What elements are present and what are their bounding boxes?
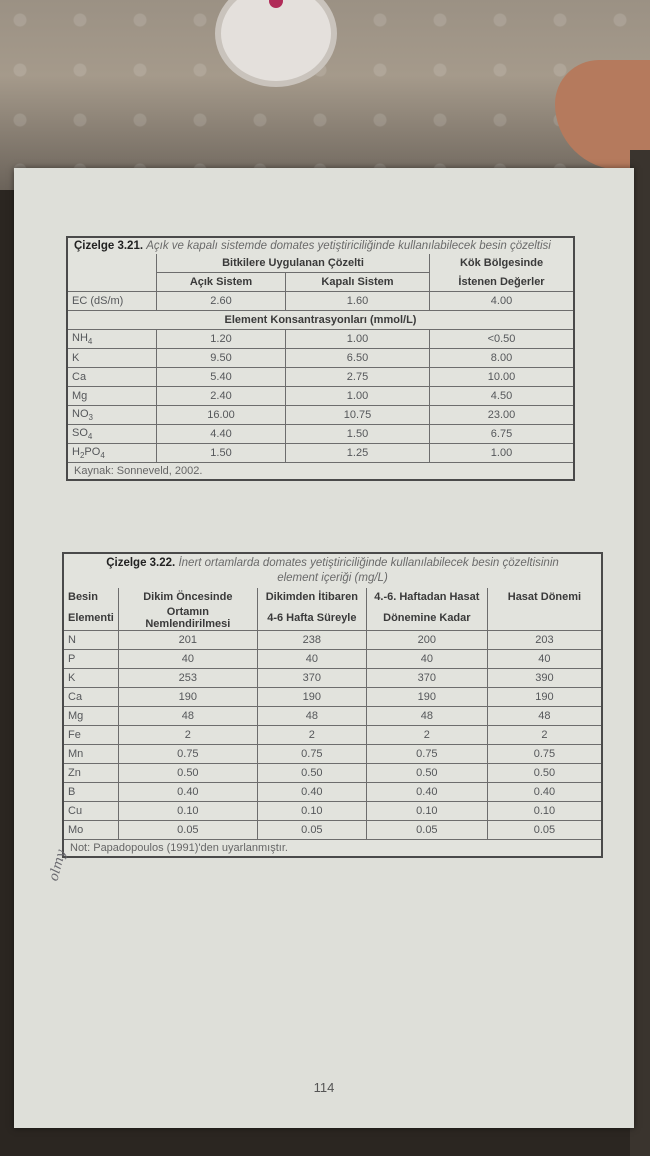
cell-c: 0.05 bbox=[366, 821, 487, 840]
cell-d: 0.75 bbox=[487, 745, 601, 764]
col3-line2: 4-6 Hafta Süreyle bbox=[257, 606, 366, 631]
handwritten-margin-note: olmy bbox=[46, 848, 70, 883]
element-cell: Zn bbox=[64, 764, 118, 783]
row-label: K bbox=[68, 349, 157, 368]
col3-line1: Dikimden İtibaren bbox=[257, 588, 366, 606]
element-cell: Mg bbox=[64, 707, 118, 726]
table-row bbox=[64, 745, 601, 764]
ec-open: 2.60 bbox=[157, 292, 286, 311]
row-label: $NH_4$ bbox=[68, 330, 157, 349]
cell-open: 4.40 bbox=[157, 425, 286, 444]
col2-line2: Ortamın Nemlendirilmesi bbox=[118, 606, 257, 631]
cell-root: 8.00 bbox=[430, 349, 574, 368]
cell-a: 48 bbox=[118, 707, 257, 726]
caption-number: Çizelge 3.21. bbox=[74, 240, 144, 252]
table-3-22-grid bbox=[64, 588, 601, 840]
cell-b: 0.75 bbox=[257, 745, 366, 764]
cell-open: 2.40 bbox=[157, 387, 286, 406]
cell-b: 48 bbox=[257, 707, 366, 726]
cell-c: 40 bbox=[366, 650, 487, 669]
table-3-22-caption bbox=[64, 554, 601, 588]
table-row bbox=[64, 783, 601, 802]
table-3-21-caption bbox=[68, 238, 573, 254]
cell-b: 0.10 bbox=[257, 802, 366, 821]
cell-closed: 1.00 bbox=[286, 330, 430, 349]
cell-root: 23.00 bbox=[430, 406, 574, 425]
cell-a: 0.10 bbox=[118, 802, 257, 821]
cell-d: 203 bbox=[487, 631, 601, 650]
col5-line1: Hasat Dönemi bbox=[487, 588, 601, 606]
cell-b: 238 bbox=[257, 631, 366, 650]
cell-root: <0.50 bbox=[430, 330, 574, 349]
table-row bbox=[68, 406, 573, 425]
col2-line1: Dikim Öncesinde bbox=[118, 588, 257, 606]
cell-c: 48 bbox=[366, 707, 487, 726]
root-header-line1: Kök Bölgesinde bbox=[430, 254, 574, 273]
cell-b: 0.05 bbox=[257, 821, 366, 840]
book-page bbox=[14, 168, 634, 1128]
col-open: Açık Sistem bbox=[157, 273, 286, 292]
table-row bbox=[64, 726, 601, 745]
table-row bbox=[68, 425, 573, 444]
row-label: Ca bbox=[68, 368, 157, 387]
cell-a: 253 bbox=[118, 669, 257, 688]
cell-closed: 2.75 bbox=[286, 368, 430, 387]
cell-b: 40 bbox=[257, 650, 366, 669]
col4-line1: 4.-6. Haftadan Hasat bbox=[366, 588, 487, 606]
caption-number: Çizelge 3.22. bbox=[106, 557, 176, 569]
cell-d: 0.10 bbox=[487, 802, 601, 821]
cell-c: 2 bbox=[366, 726, 487, 745]
table-row bbox=[64, 821, 601, 840]
table-row bbox=[64, 688, 601, 707]
col-closed: Kapalı Sistem bbox=[286, 273, 430, 292]
element-cell: P bbox=[64, 650, 118, 669]
root-header-line2: İstenen Değerler bbox=[430, 273, 574, 292]
cell-closed: 1.50 bbox=[286, 425, 430, 444]
cell-c: 0.40 bbox=[366, 783, 487, 802]
element-cell: K bbox=[64, 669, 118, 688]
element-cell: Mo bbox=[64, 821, 118, 840]
table-3-22-note: Not: Papadopoulos (1991)'den uyarlanmıştır. bbox=[70, 842, 288, 854]
table-row bbox=[64, 669, 601, 688]
cell-open: 5.40 bbox=[157, 368, 286, 387]
cell-open: 16.00 bbox=[157, 406, 286, 425]
cell-closed: 10.75 bbox=[286, 406, 430, 425]
table-row bbox=[64, 631, 601, 650]
corner-cell-2 bbox=[68, 273, 157, 292]
section-header: Element Konsantrasyonları (mmol/L) bbox=[68, 311, 573, 330]
row-label: $NO_3$ bbox=[68, 406, 157, 425]
table-row bbox=[68, 387, 573, 406]
caption-text-line2: element içeriği (mg/L) bbox=[277, 572, 388, 584]
table-3-21-source: Kaynak: Sonneveld, 2002. bbox=[74, 465, 203, 477]
cell-d: 190 bbox=[487, 688, 601, 707]
cell-b: 370 bbox=[257, 669, 366, 688]
element-cell: Cu bbox=[64, 802, 118, 821]
row-label: Mg bbox=[68, 387, 157, 406]
ec-label: EC (dS/m) bbox=[68, 292, 157, 311]
table-row bbox=[68, 330, 573, 349]
cell-c: 200 bbox=[366, 631, 487, 650]
cell-closed: 6.50 bbox=[286, 349, 430, 368]
cell-d: 48 bbox=[487, 707, 601, 726]
cell-c: 370 bbox=[366, 669, 487, 688]
cell-a: 190 bbox=[118, 688, 257, 707]
cell-open: 1.20 bbox=[157, 330, 286, 349]
table-row bbox=[64, 764, 601, 783]
col5-line2 bbox=[487, 606, 601, 631]
corner-cell bbox=[68, 254, 157, 273]
cell-c: 190 bbox=[366, 688, 487, 707]
table-row bbox=[64, 802, 601, 821]
table-3-22 bbox=[62, 552, 603, 858]
cell-b: 0.50 bbox=[257, 764, 366, 783]
element-cell: N bbox=[64, 631, 118, 650]
ec-root: 4.00 bbox=[430, 292, 574, 311]
cell-closed: 1.25 bbox=[286, 444, 430, 463]
element-cell: Mn bbox=[64, 745, 118, 764]
cell-c: 0.75 bbox=[366, 745, 487, 764]
element-cell: Fe bbox=[64, 726, 118, 745]
col1-line2: Elementi bbox=[64, 606, 118, 631]
col1-line1: Besin bbox=[68, 591, 98, 603]
cell-c: 0.50 bbox=[366, 764, 487, 783]
table-3-21 bbox=[66, 236, 575, 481]
cell-d: 40 bbox=[487, 650, 601, 669]
cell-d: 2 bbox=[487, 726, 601, 745]
cell-a: 0.75 bbox=[118, 745, 257, 764]
cell-a: 40 bbox=[118, 650, 257, 669]
cell-a: 2 bbox=[118, 726, 257, 745]
cell-closed: 1.00 bbox=[286, 387, 430, 406]
cell-b: 2 bbox=[257, 726, 366, 745]
table-row bbox=[64, 650, 601, 669]
cell-c: 0.10 bbox=[366, 802, 487, 821]
row-label: $SO_4$ bbox=[68, 425, 157, 444]
cell-a: 201 bbox=[118, 631, 257, 650]
group-header: Bitkilere Uygulanan Çözelti bbox=[157, 254, 430, 273]
cell-d: 0.50 bbox=[487, 764, 601, 783]
cell-a: 0.05 bbox=[118, 821, 257, 840]
cell-root: 4.50 bbox=[430, 387, 574, 406]
row-label: $H_2PO_4$ bbox=[68, 444, 157, 463]
element-cell: Ca bbox=[64, 688, 118, 707]
page-number: 114 bbox=[313, 1080, 335, 1095]
caption-text-line1: İnert ortamlarda domates yetiştiriciliğinde kullanılabilecek besin çözeltisinin bbox=[178, 557, 559, 569]
ec-closed: 1.60 bbox=[286, 292, 430, 311]
element-cell: B bbox=[64, 783, 118, 802]
col4-line2: Dönemine Kadar bbox=[366, 606, 487, 631]
caption-text: Açık ve kapalı sistemde domates yetiştiriciliğinde kullanılabilecek besin çözeltisi bbox=[146, 240, 551, 252]
table-row bbox=[68, 444, 573, 463]
cell-open: 9.50 bbox=[157, 349, 286, 368]
cell-b: 0.40 bbox=[257, 783, 366, 802]
toy-dot bbox=[269, 0, 283, 8]
cell-a: 0.40 bbox=[118, 783, 257, 802]
table-row bbox=[68, 368, 573, 387]
cell-d: 0.05 bbox=[487, 821, 601, 840]
table-3-21-grid bbox=[68, 254, 573, 463]
cell-root: 6.75 bbox=[430, 425, 574, 444]
table-row bbox=[68, 349, 573, 368]
cell-d: 0.40 bbox=[487, 783, 601, 802]
cell-open: 1.50 bbox=[157, 444, 286, 463]
cell-d: 390 bbox=[487, 669, 601, 688]
ec-row bbox=[68, 292, 573, 311]
table-row bbox=[64, 707, 601, 726]
cell-b: 190 bbox=[257, 688, 366, 707]
cell-root: 10.00 bbox=[430, 368, 574, 387]
cell-root: 1.00 bbox=[430, 444, 574, 463]
cell-a: 0.50 bbox=[118, 764, 257, 783]
